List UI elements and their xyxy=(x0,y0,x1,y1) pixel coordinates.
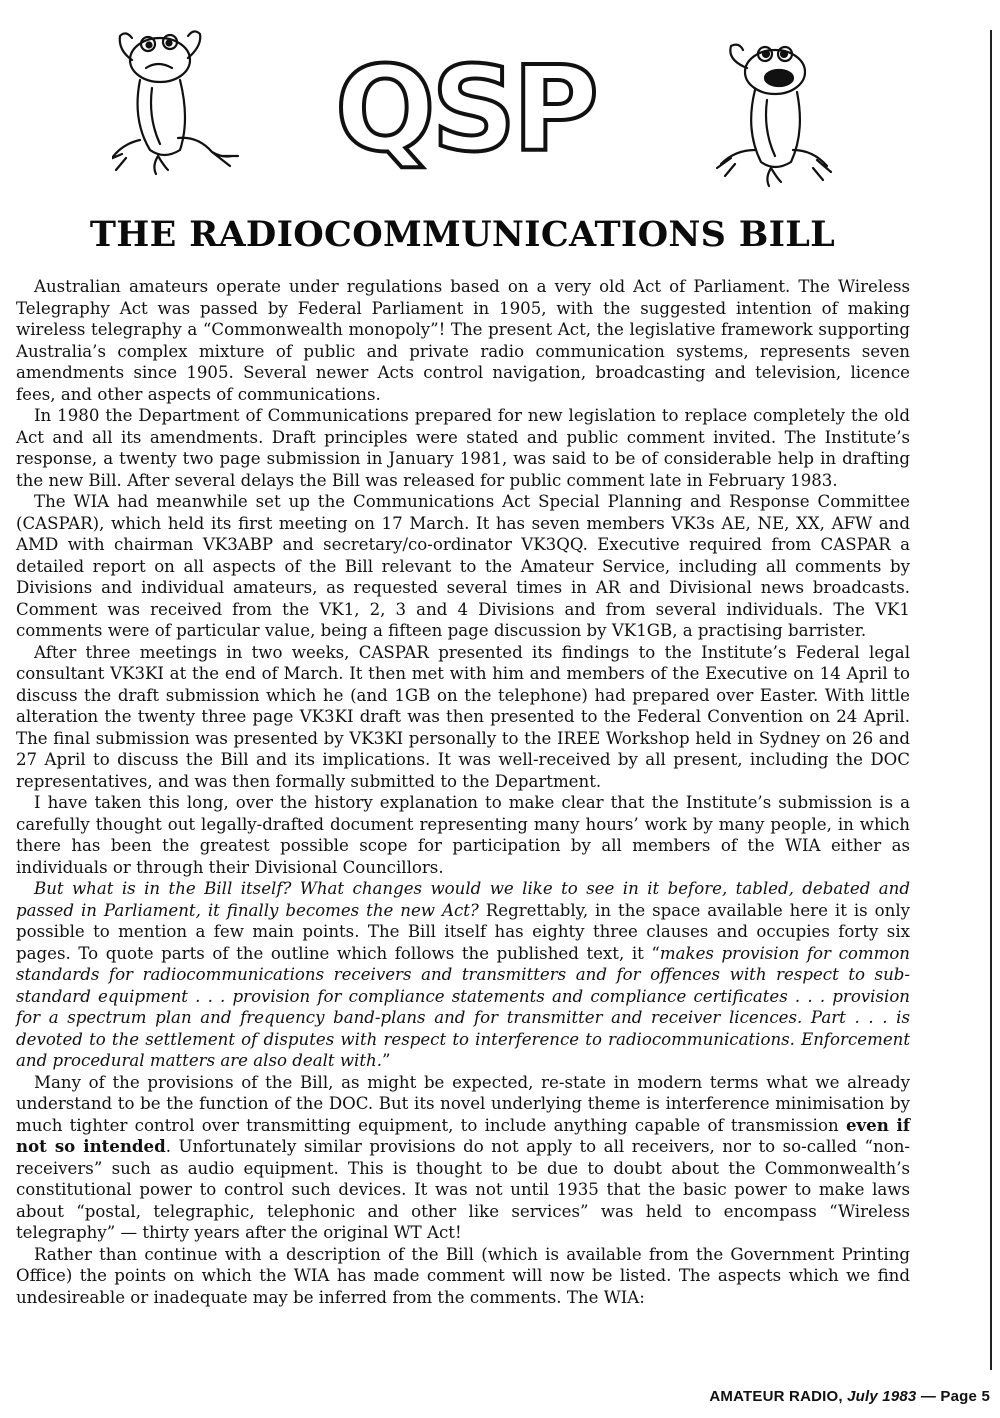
bold-emphasis: even if not so intended xyxy=(16,1114,910,1156)
article-paragraph: Rather than continue with a description of the Bill (which is available from the Government Printing Office) the points on which the WIA has made comment will now be listed. The aspects which we find undesireable or inadequate may be inferred from the comments. The WIA: xyxy=(16,1244,910,1307)
paragraph-text: Regrettably, in the space available here it is only possible to mention a few main points. The Bill itself has eighty three clauses and occupies forty six pages. To quote parts of the outline which follows the published text, it “ xyxy=(16,900,910,963)
page-edge-rule xyxy=(990,30,992,1370)
italic-quotation: makes provision for common standards for radiocommunications receivers and transmitters and for offences with respect to sub-standard equipment . . . provision for compliance statements and compliance certificates . . . provision for a spectrum plan and frequency band-plans and for transmitter and receiver licences. Part . . . is devoted to the settlement of disputes with respect to interference to radiocommunications. Enforcement and procedural matters are also dealt with. xyxy=(16,943,910,1070)
frog-covering-ears-illustration xyxy=(112,30,252,180)
paragraph-text: Many of the provisions of the Bill, as might be expected, re-state in modern terms what we already understand to be the function of the DOC. But its novel underlying theme is interference minimisation by much tighter control over transmitting equipment, to include anything capable of transmission xyxy=(16,1072,910,1135)
italic-question: But what is in the Bill itself? What changes would we like to see in it before, tabled, debated and passed in Parliament, it finally becomes the new Act? xyxy=(16,879,910,920)
article-paragraph: After three meetings in two weeks, CASPAR presented its findings to the Institute’s Federal legal consultant VK3KI at the end of March. It then met with him and members of the Executive on 14 April to discuss the draft submission which he (and 1GB on the telephone) had prepared over Easter. With little alteration the twenty three page VK3KI draft was then presented to the Federal Convention on 24 April. The final submission was presented by VK3KI personally to the IREE Workshop held in Sydney on 26 and 27 April to discuss the Bill and its implications. It was well-received by all present, including the DOC representatives, and was then formally submitted to the Department. xyxy=(16,642,910,791)
publication-name: AMATEUR RADIO, xyxy=(709,1388,843,1405)
issue-date: July 1983 xyxy=(847,1388,917,1405)
page-number: — Page 5 xyxy=(920,1388,990,1405)
article-paragraph xyxy=(16,1072,910,1244)
closing-quote: ” xyxy=(382,1051,391,1070)
article-paragraph xyxy=(16,878,910,1072)
article-paragraph: Australian amateurs operate under regulations based on a very old Act of Parliament. The Wireless Telegraphy Act was passed by Federal Parliament in 1905, with the suggested intention of making wireless telegraphy a “Commonwealth monopoly”! The present Act, the legislative framework supporting Australia’s complex mixture of public and private radio communication systems, represents seven amendments since 1905. Several newer Acts control navigation, broadcasting and television, licence fees, and other aspects of communications. xyxy=(16,277,910,404)
article-paragraph: I have taken this long, over the history explanation to make clear that the Institute’s submission is a carefully thought out legally-drafted document representing many hours’ work by many people, in which there has been the greatest possible scope for participation by all members of the WIA either as individuals or through their Divisional Councillors. xyxy=(16,793,910,877)
paragraph-text: . Unfortunately similar provisions do not apply to all receivers, nor to so-called “non-receivers” such as audio equipment. This is thought to be due to doubt about the Commonwealth’s constitutional power to control such devices. It was not until 1935 that the basic power to make laws about “postal, telegraphic, telephonic and other like services” was held to encompass “Wireless telegraphy” — thirty years after the original WT Act! xyxy=(16,1137,910,1242)
article-title: THE RADIOCOMMUNICATIONS BILL xyxy=(89,214,836,255)
page-footer xyxy=(709,1388,990,1405)
article-paragraph: The WIA had meanwhile set up the Communications Act Special Planning and Response Committee (CASPAR), which held its first meeting on 17 March. It has seven members VK3s AE, NE, XX, AFW and AMD with chairman VK3ABP and secretary/co-ordinator VK3QQ. Executive required from CASPAR a detailed report on all aspects of the Bill relevant to the Amateur Service, including all comments by Divisions and individual amateurs, as requested several times in AR and Divisional news broadcasts. Comment was received from the VK1, 2, 3 and 4 Divisions and from several individuals. The VK1 comments were of particular value, being a fifteen page discussion by VK1GB, a practising barrister. xyxy=(16,492,910,640)
page-header xyxy=(0,0,1000,210)
qsp-logo xyxy=(325,45,605,175)
article-paragraph: In 1980 the Department of Communications prepared for new legislation to replace completely the old Act and all its amendments. Draft principles were stated and public comment invited. The Institute’s response, a twenty two page submission in January 1981, was said to be of considerable help in drafting the new Bill. After several delays the Bill was released for public comment late in February 1983. xyxy=(16,406,910,490)
svg-text:QSP: QSP xyxy=(335,45,595,175)
article-body xyxy=(16,276,910,1308)
frog-shouting-illustration xyxy=(705,42,845,192)
